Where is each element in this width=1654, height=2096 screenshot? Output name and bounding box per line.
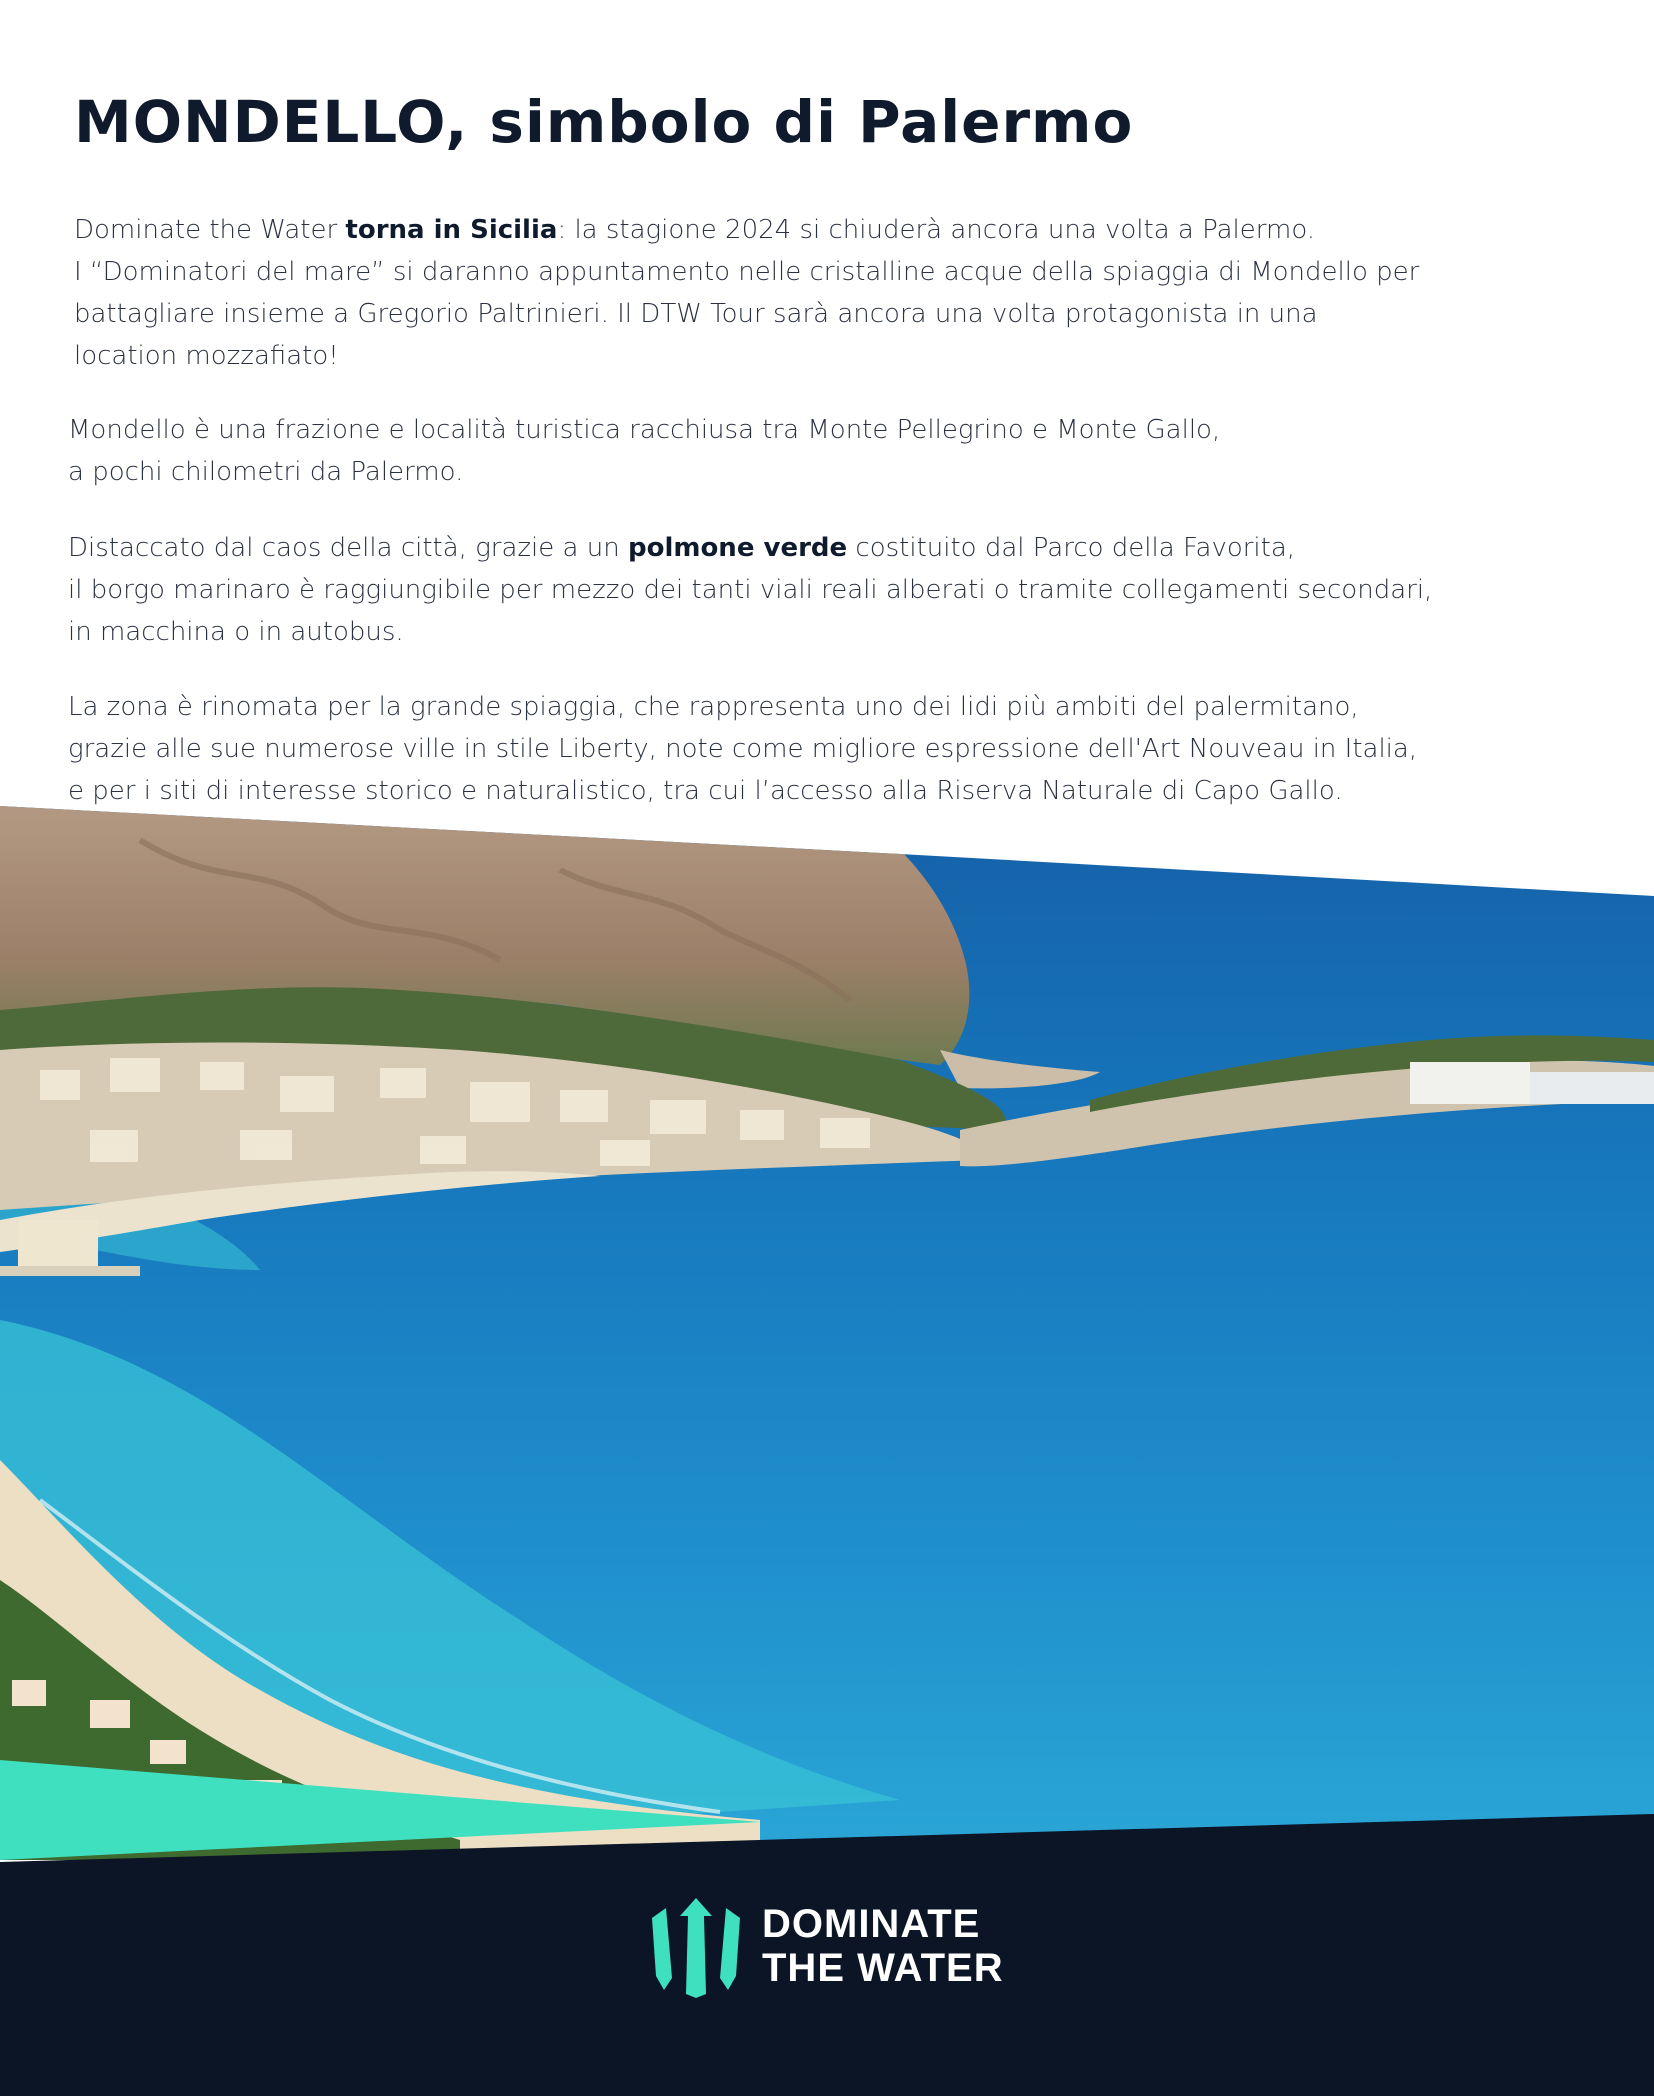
access-paragraph: Distaccato dal caos della città, grazie a un polmone verde costituito dal Parco della Favorita, il borgo marinaro è raggiungibile per mezzo dei tanti viali reali alberati o tramite collegamenti secondari, in macchina o in autobus. — [68, 533, 1433, 647]
location-paragraph: Mondello è una frazione e località turistica racchiusa tra Monte Pellegrino e Monte Gallo, a pochi chilometri da Palermo. — [68, 415, 1221, 487]
page-title: MONDELLO, simbolo di Palermo — [74, 88, 1134, 156]
mondello-bay-image — [0, 800, 1654, 1860]
intro-paragraph: Dominate the Water torna in Sicilia: la stagione 2024 si chiuderà ancora una volta a Palermo. I “Dominatori del mare” si daranno appuntamento nelle cristalline acque della spiaggia di Mondello per battagliare insieme a Gregorio Paltrinieri. Il DTW Tour sarà ancora una volta protagonista in una location mozzafiato! — [74, 215, 1420, 371]
logo-line-the-water: THE WATER — [762, 1946, 1004, 1990]
highlight-polmone-verde: polmone verde — [627, 533, 848, 563]
dominate-the-water-logo — [646, 1898, 1006, 1998]
highlight-torna-in-sicilia: torna in Sicilia — [345, 215, 558, 245]
logo-line-dominate: DOMINATE — [762, 1902, 981, 1946]
beach-paragraph: La zona è rinomata per la grande spiaggia, che rappresenta uno dei lidi più ambiti del palermitano, grazie alle sue numerose ville in stile Liberty, note come migliore espressione dell'Art Nouveau in Italia, e per i siti di interesse storico e naturalistico, tra cui l’accesso alla Riserva Naturale di Capo Gallo. — [68, 692, 1418, 806]
logo-wordmark — [762, 1902, 1004, 1990]
trident-icon — [646, 1898, 746, 1998]
